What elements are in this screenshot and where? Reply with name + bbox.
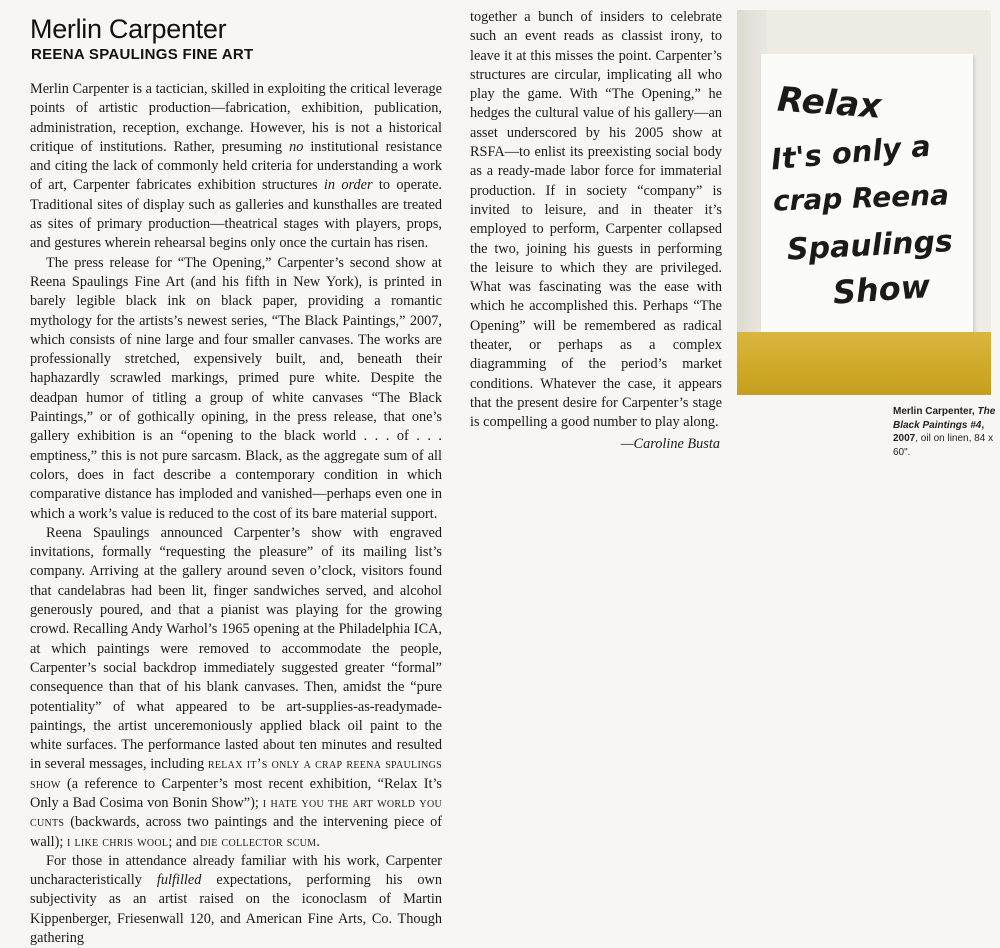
paragraph-2: The press release for “The Opening,” Carpenter’s second show at Reena Spaulings Fine Art (and his fifth in New York), is printed in barely legible black ink on black paper, providing a romantic mythology for the artists’s newest series, “The Black Paintings,” 2007, which consists of nine large and four smaller canvases. The works are professionally stretched, expensively built, and, beneath their haphazardly scrawled markings, primed pure white. Despite the deadpan humor of titling a group of white canvases “The Black Paintings,” or of gothically opining, in the press release, that one’s gallery exhibition is an “opening to the black world . . . of . . . emptiness,” this is not pure sarcasm. Black, as the aggregate sum of all colors, does in fact describe a contemporary condition in which comparative distance has imploded and vanished—perhaps even one in which a work’s value is reduced to the cost of its bare material support. [30, 254, 442, 522]
painting-line: crap Reena [772, 178, 950, 218]
paragraph-3: Reena Spaulings announced Carpenter’s show with engraved invitations, formally “requesting the pleasure” of its mailing list’s company. Arriving at the gallery around seven o’clock, visitors found that candelabras had been lit, finger sandwiches served, and alcohol generously poured, and that a pianist was playing for the growing crowd. Recalling Andy Warhol’s 1965 opening at the Philadelphia ICA, at which paintings were removed to accommodate the people, Carpenter’s social backdrop immediately suggested greater “formal” consequence than that of his blank canvases. Then, amidst the “pure potentiality” of what appeared to be art-supplies-as-readymade-paintings, the artist unceremoniously applied black oil paint to the white surfaces. The performance lasted about ten minutes and resulted in several messages, including relax it’s only a crap reena spaulings show (a reference to Carpenter’s most recent exhibition, “Relax It’s Only a Bad Cosima von Bonin Show”); i hate you the art world you cunts (backwards, across two paintings and the intervening piece of wall); i like chris wool; and die collector scum. [30, 524, 442, 850]
author-signature: —Caroline Busta [620, 435, 720, 452]
photo-caption: Merlin Carpenter, The Black Paintings #4, 2007, oil on linen, 84 x 60". [893, 406, 996, 458]
painting-line: Relax [775, 79, 883, 127]
article-column-left [30, 80, 442, 948]
article-column-right [470, 8, 722, 454]
artwork-photo [737, 10, 991, 395]
paragraph-4: For those in attendance already familiar with his work, Carpenter uncharacteristically fulfilled expectations, performing his own subjectivity as an artist raised on the iconoclasm of Martin Kippenberger, Friesenwall 120, and American Fine Arts, Co. Though gathering [30, 852, 442, 947]
painting-line: It's only a [769, 128, 932, 177]
painting-line: Show [831, 267, 932, 312]
gallery-name: REENA SPAULINGS FINE ART [31, 46, 254, 63]
article-title: Merlin Carpenter [30, 14, 227, 44]
paragraph-5: together a bunch of insiders to celebrate such an event reads as classist irony, to leave it at this misses the point. Carpenter’s structures are circular, implicating all who play the game. With “The Opening,” he hedges the cultural value of his gallery—an asset underscored by his 2005 show at RSFA—to enlist its preexisting social body as a ready-made labor force for immaterial production. If in society “company” is invited to leisure, and in theater it’s employed to perform, Carpenter collapsed the two, joining his guests in performing the leisure to which they are privileged. What was fascinating was the ease with which he accomplished this. Perhaps “The Opening” will be remembered as radical theater, or perhaps as a complex diagramming of the period’s market conditions. Whatever the case, it appears that the present desire for Carpenter’s stage is compelling a good number to play along. [470, 9, 722, 431]
paragraph-1: Merlin Carpenter is a tactician, skilled in exploiting the critical leverage points of artistic production—fabrication, exhibition, publication, administration, reception, exchange. However, his is not a historical critique of institutions. Rather, presuming no institutional resistance and citing the lack of commonly held criteria for understanding a work of art, Carpenter fabricates exhibition structures in order to operate. Traditional sites of display such as galleries and kunsthalles are treated as sites of primary production—theatrical stages with players, props, and gestures wherein rehearsal begins only once the curtain has risen. [30, 81, 442, 252]
painting-line: Spaulings [786, 224, 954, 268]
painted-text [737, 10, 991, 395]
